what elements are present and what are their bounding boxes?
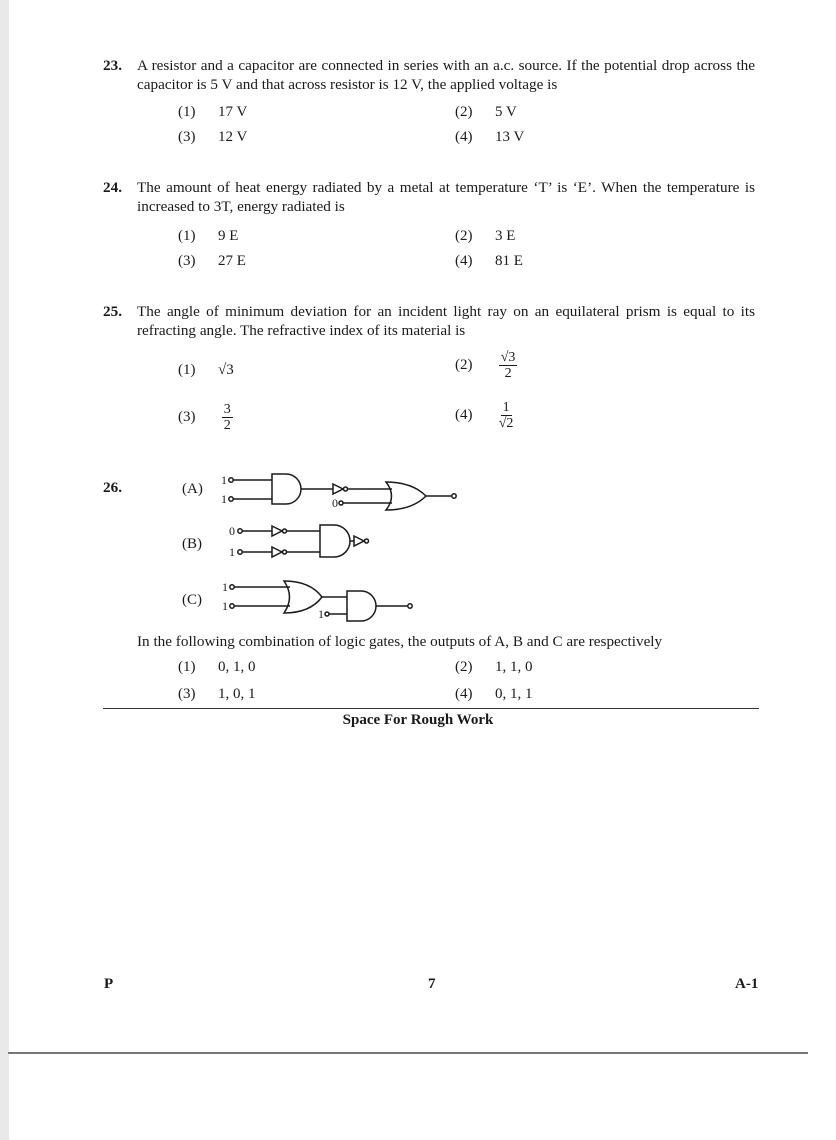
q26-option-2[interactable]: (2) 1, 1, 0 bbox=[455, 659, 533, 675]
not-gate bbox=[272, 526, 282, 536]
q23-option-4[interactable]: (4) 13 V bbox=[455, 129, 525, 145]
question-number: 25. bbox=[103, 303, 122, 320]
not-gate bbox=[333, 484, 343, 494]
question-text: The angle of minimum deviation for an incident light ray on an equilateral prism is equal to its refracting angle. The refractive index of its material is bbox=[137, 303, 755, 339]
q23-option-3[interactable]: (3) 12 V bbox=[178, 129, 248, 145]
intermediate-value: 1 bbox=[318, 607, 324, 621]
footer-left: P bbox=[104, 976, 114, 992]
q24-option-1[interactable]: (1) 9 E bbox=[178, 228, 239, 244]
q26-option-1[interactable]: (1) 0, 1, 0 bbox=[178, 659, 256, 675]
or-gate bbox=[284, 581, 322, 613]
q24-option-3[interactable]: (3) 27 E bbox=[178, 253, 246, 269]
input-value: 1 bbox=[222, 599, 228, 613]
q24-option-2[interactable]: (2) 3 E bbox=[455, 228, 516, 244]
q25-option-2[interactable]: (2) $\frac{√3}{2}$ bbox=[455, 350, 516, 381]
question-number: 26. bbox=[103, 479, 122, 496]
q26-option-3[interactable]: (3) 1, 0, 1 bbox=[178, 686, 256, 702]
question-text: A resistor and a capacitor are connected in series with an a.c. source. If the potential drop across the capacitor is 5 V and that across resistor is 12 V, the applied voltage is bbox=[137, 57, 755, 93]
input-value: 1 bbox=[221, 492, 227, 506]
or-gate bbox=[386, 482, 426, 510]
circuit-a bbox=[229, 474, 456, 510]
and-gate bbox=[347, 591, 376, 621]
circuit-b-label: (B) bbox=[182, 536, 202, 552]
q26-option-4[interactable]: (4) 0, 1, 1 bbox=[455, 686, 533, 702]
q23-option-1[interactable]: (1) 17 V bbox=[178, 104, 248, 120]
not-gate bbox=[272, 547, 282, 557]
q25-option-4[interactable]: (4) $\frac{1}{√2}$ bbox=[455, 400, 514, 431]
input-value: 0 bbox=[229, 524, 235, 538]
input-value: 1 bbox=[222, 580, 228, 594]
input-value: 1 bbox=[221, 473, 227, 487]
circuit-c-label: (C) bbox=[182, 592, 202, 608]
q25-option-3[interactable]: (3) $\frac{3}{2}$ bbox=[178, 402, 231, 433]
not-gate bbox=[354, 536, 364, 546]
paper-code: A-1 bbox=[735, 976, 759, 992]
q23-option-2[interactable]: (2) 5 V bbox=[455, 104, 517, 120]
intermediate-value: 0 bbox=[332, 496, 338, 510]
and-gate bbox=[272, 474, 301, 504]
question-26-text: In the following combination of logic gates, the outputs of A, B and C are respectively bbox=[137, 633, 663, 650]
question-number: 23. bbox=[103, 57, 122, 74]
divider bbox=[103, 708, 759, 709]
and-gate bbox=[320, 525, 350, 557]
rough-work-heading: Space For Rough Work bbox=[342, 712, 494, 728]
bottom-rule bbox=[8, 1052, 808, 1054]
input-value: 1 bbox=[229, 545, 235, 559]
question-text: The amount of heat energy radiated by a metal at temperature ‘T’ is ‘E’. When the temperature is increased to 3T, energy radiated is bbox=[137, 179, 755, 215]
q24-option-4[interactable]: (4) 81 E bbox=[455, 253, 523, 269]
question-number: 24. bbox=[103, 179, 122, 196]
page-number: 7 bbox=[428, 976, 436, 992]
q25-option-1[interactable]: (1) √3 bbox=[178, 362, 234, 378]
circuit-b bbox=[238, 525, 369, 557]
circuit-a-label: (A) bbox=[182, 481, 203, 497]
